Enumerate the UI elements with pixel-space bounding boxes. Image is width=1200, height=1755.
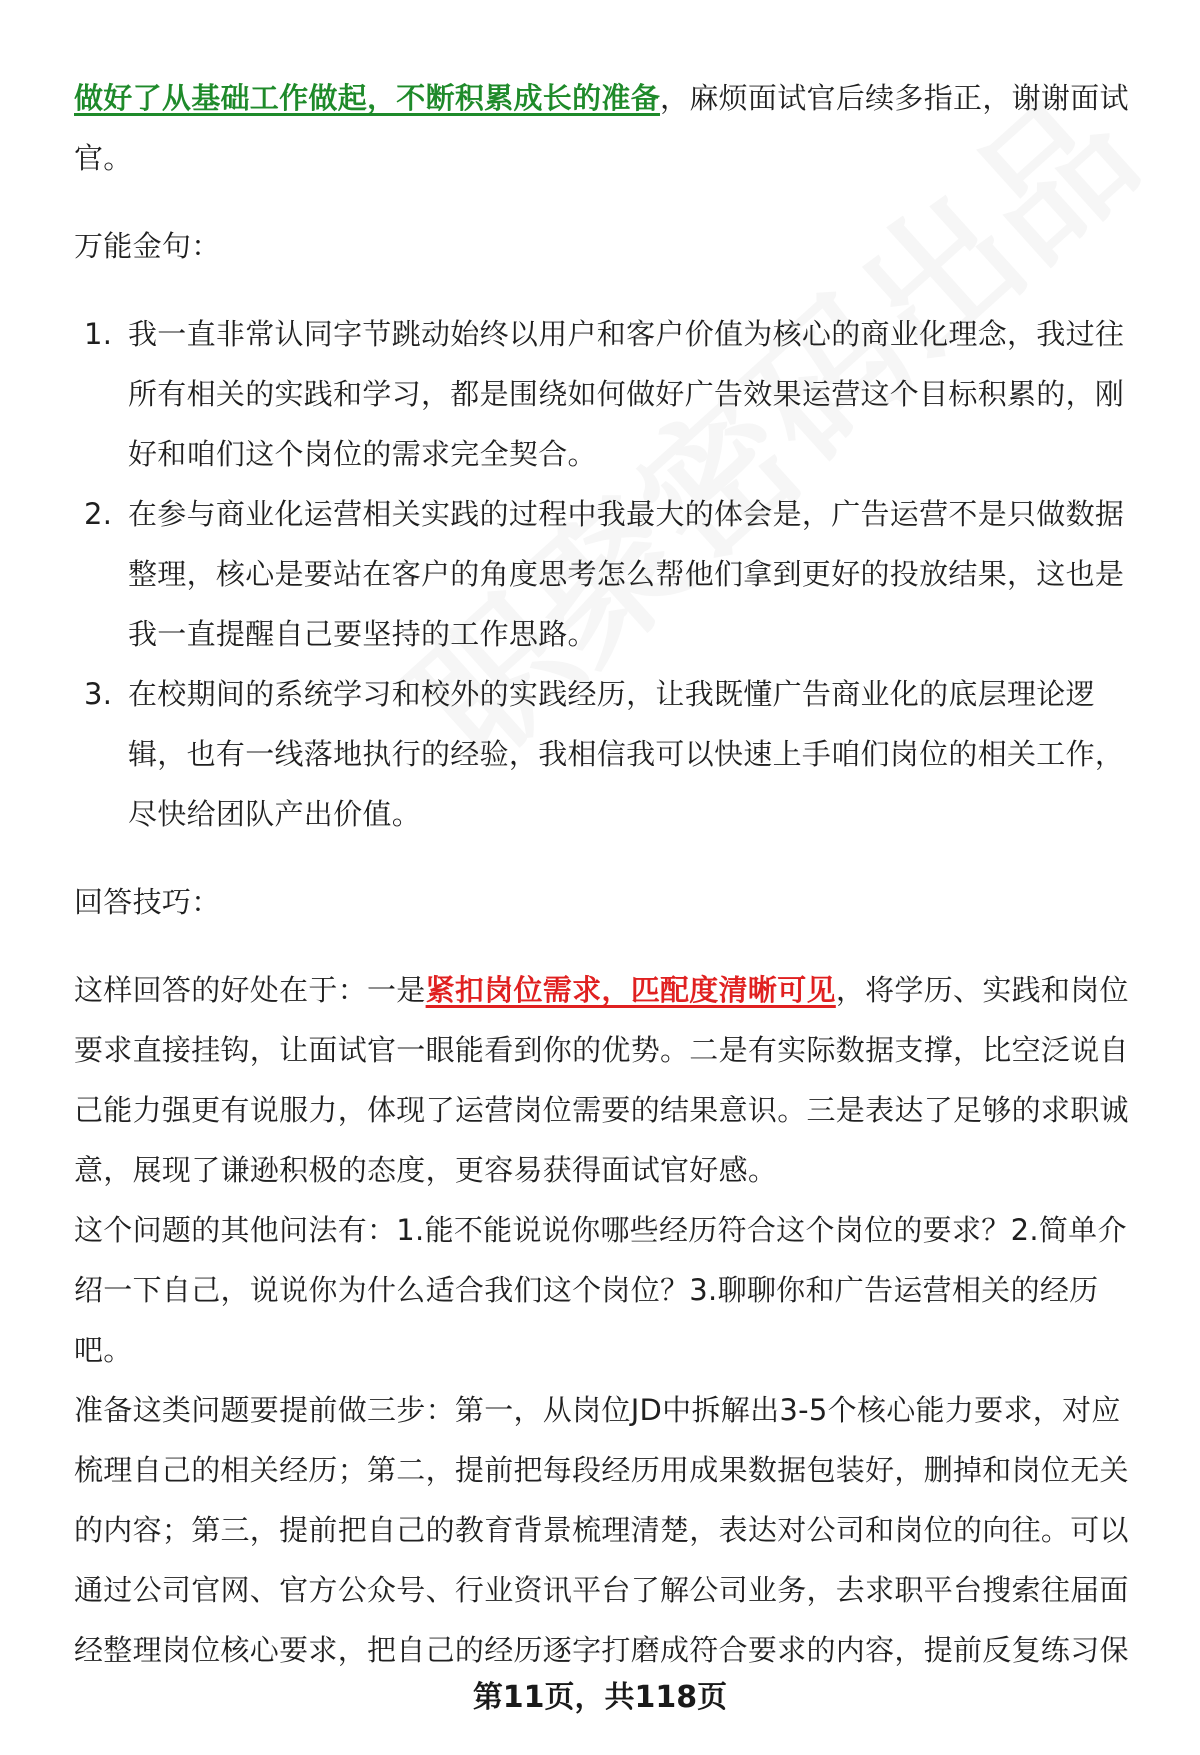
list-item [74,484,1146,664]
document-body [74,68,1146,1680]
tips-text-before: 这样回答的好处在于：一是 [74,973,426,1007]
page-number: 第11页，共118页 [472,1680,728,1715]
phrases-heading: 万能金句： [74,229,221,263]
tips-text-after: ，将学历、实践和岗位要求直接挂钩，让面试官一眼能看到你的优势。二是有实际数据支撑，比空泛说自己能力强更有说服力，体现了运营岗位需要的结果意识。三是表达了足够的求职诚意，展现了谦逊积极的态度，更容易获得面试官好感。 [74,973,1129,1187]
intro-highlight: 做好了从基础工作做起，不断积累成长的准备 [74,81,661,115]
list-item-text: 在参与商业化运营相关实践的过程中我最大的体会是，广告运营不是只做数据整理，核心是要站在客户的角度思考怎么帮他们拿到更好的投放结果，这也是我一直提醒自己要坚持的工作思路。 [128,497,1125,651]
phrases-list [74,304,1146,844]
list-item-number: 3. [84,677,113,711]
tips-heading: 回答技巧： [74,885,221,919]
tips-paragraph-benefits [74,960,1146,1200]
intro-text: ，麻烦面试官后续多指正，谢谢面试官。 [74,81,1129,175]
tips-highlight: 紧扣岗位需求，匹配度清晰可见 [425,973,836,1007]
list-item-text: 在校期间的系统学习和校外的实践经历，让我既懂广告商业化的底层理论逻辑，也有一线落地执行的经验，我相信我可以快速上手咱们岗位的相关工作，尽快给团队产出价值。 [128,677,1125,831]
tips-paragraph-alternatives: 这个问题的其他问法有：1.能不能说说你哪些经历符合这个岗位的要求？2.简单介绍一下自己，说说你为什么适合我们这个岗位？3.聊聊你和广告运营相关的经历吧。 [74,1213,1127,1367]
tips-paragraph-preparation: 准备这类问题要提前做三步：第一，从岗位JD中拆解出3-5个核心能力要求，对应梳理自己的相关经历；第二，提前把每段经历用成果数据包装好，删掉和岗位无关的内容；第三，提前把自己的教育背景梳理清楚，表达对公司和岗位的向往。可以通过公司官网、官方公众号、行业资讯平台了解公司业务，去求职平台搜索往届面经整理岗位核心要求，把自己的经历逐字打磨成符合要求的内容，提前反复练习保 [74,1393,1129,1667]
list-item-number: 2. [84,497,113,531]
intro-paragraph [74,68,1146,188]
list-item-number: 1. [84,317,113,351]
list-item [74,664,1146,844]
list-item [74,304,1146,484]
list-item-text: 我一直非常认同字节跳动始终以用户和客户价值为核心的商业化理念，我过往所有相关的实践和学习，都是围绕如何做好广告效果运营这个目标积累的，刚好和咱们这个岗位的需求完全契合。 [128,317,1125,471]
